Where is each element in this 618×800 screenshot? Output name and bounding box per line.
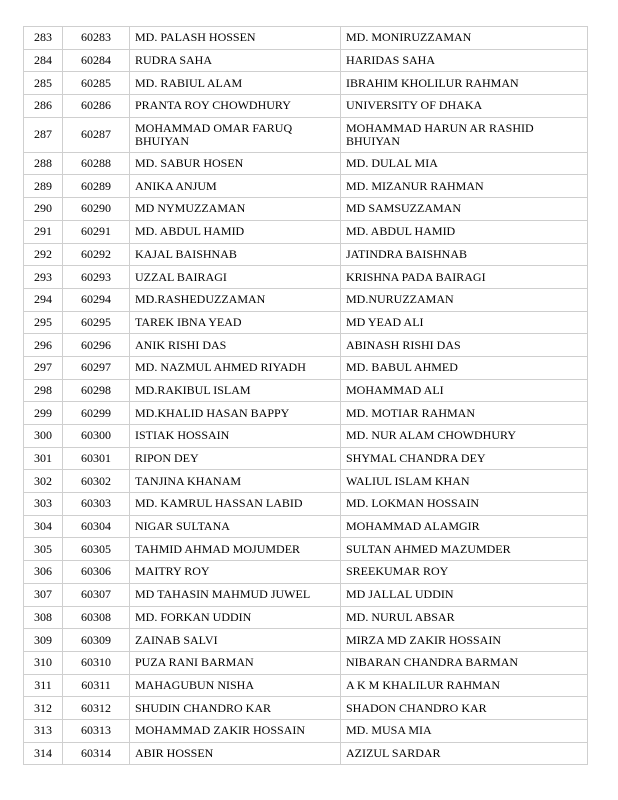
serial-cell: 290: [24, 198, 63, 221]
name-cell: PRANTA ROY CHOWDHURY: [130, 95, 341, 118]
serial-cell: 295: [24, 311, 63, 334]
roll-cell: 60283: [63, 27, 130, 50]
father-name-cell: IBRAHIM KHOLILUR RAHMAN: [341, 72, 588, 95]
serial-cell: 283: [24, 27, 63, 50]
table-row: [24, 72, 588, 95]
name-cell: RIPON DEY: [130, 447, 341, 470]
name-cell: MD NYMUZZAMAN: [130, 198, 341, 221]
table-row: [24, 27, 588, 50]
father-name-cell: AZIZUL SARDAR: [341, 742, 588, 765]
roll-cell: 60311: [63, 674, 130, 697]
serial-cell: 285: [24, 72, 63, 95]
table-row: [24, 470, 588, 493]
table-row: [24, 266, 588, 289]
serial-cell: 313: [24, 719, 63, 742]
name-cell: ABIR HOSSEN: [130, 742, 341, 765]
name-cell: MD. NAZMUL AHMED RIYADH: [130, 356, 341, 379]
father-name-cell: MIRZA MD ZAKIR HOSSAIN: [341, 629, 588, 652]
serial-cell: 303: [24, 493, 63, 516]
father-name-cell: MD YEAD ALI: [341, 311, 588, 334]
father-name-cell: SREEKUMAR ROY: [341, 561, 588, 584]
name-cell: MOHAMMAD ZAKIR HOSSAIN: [130, 719, 341, 742]
father-name-cell: MOHAMMAD ALAMGIR: [341, 515, 588, 538]
roll-cell: 60308: [63, 606, 130, 629]
father-name-cell: HARIDAS SAHA: [341, 49, 588, 72]
table-row: [24, 697, 588, 720]
father-name-cell: NIBARAN CHANDRA BARMAN: [341, 651, 588, 674]
roll-cell: 60302: [63, 470, 130, 493]
name-cell: MD. ABDUL HAMID: [130, 220, 341, 243]
name-cell: NIGAR SULTANA: [130, 515, 341, 538]
father-name-cell: SHYMAL CHANDRA DEY: [341, 447, 588, 470]
roll-cell: 60304: [63, 515, 130, 538]
table-row: [24, 243, 588, 266]
table-row: [24, 742, 588, 765]
name-cell: MD.RAKIBUL ISLAM: [130, 379, 341, 402]
roll-cell: 60292: [63, 243, 130, 266]
table-row: [24, 334, 588, 357]
name-cell: MD. RABIUL ALAM: [130, 72, 341, 95]
roll-cell: 60295: [63, 311, 130, 334]
table-row: [24, 606, 588, 629]
roll-cell: 60307: [63, 583, 130, 606]
roll-cell: 60309: [63, 629, 130, 652]
father-name-cell: MD. MIZANUR RAHMAN: [341, 175, 588, 198]
serial-cell: 289: [24, 175, 63, 198]
table-row: [24, 651, 588, 674]
father-name-cell: MD. NUR ALAM CHOWDHURY: [341, 425, 588, 448]
table-row: [24, 49, 588, 72]
table-row: [24, 674, 588, 697]
name-cell: MD. FORKAN UDDIN: [130, 606, 341, 629]
serial-cell: 301: [24, 447, 63, 470]
student-list-table: [23, 26, 588, 765]
father-name-cell: MD. ABDUL HAMID: [341, 220, 588, 243]
name-cell: MD. SABUR HOSEN: [130, 152, 341, 175]
table-row: [24, 515, 588, 538]
table-row: [24, 288, 588, 311]
roll-cell: 60313: [63, 719, 130, 742]
father-name-cell: SULTAN AHMED MAZUMDER: [341, 538, 588, 561]
table-row: [24, 561, 588, 584]
father-name-cell: MD SAMSUZZAMAN: [341, 198, 588, 221]
table-row: [24, 356, 588, 379]
table-row: [24, 719, 588, 742]
name-cell: ISTIAK HOSSAIN: [130, 425, 341, 448]
name-cell: MAHAGUBUN NISHA: [130, 674, 341, 697]
serial-cell: 300: [24, 425, 63, 448]
serial-cell: 309: [24, 629, 63, 652]
serial-cell: 308: [24, 606, 63, 629]
name-cell: MD TAHASIN MAHMUD JUWEL: [130, 583, 341, 606]
father-name-cell: MD. NURUL ABSAR: [341, 606, 588, 629]
roll-cell: 60293: [63, 266, 130, 289]
serial-cell: 287: [24, 117, 63, 152]
roll-cell: 60306: [63, 561, 130, 584]
roll-cell: 60300: [63, 425, 130, 448]
table-row: [24, 175, 588, 198]
serial-cell: 284: [24, 49, 63, 72]
roll-cell: 60285: [63, 72, 130, 95]
father-name-cell: MOHAMMAD ALI: [341, 379, 588, 402]
serial-cell: 296: [24, 334, 63, 357]
serial-cell: 291: [24, 220, 63, 243]
name-cell: PUZA RANI BARMAN: [130, 651, 341, 674]
student-list-body: [24, 27, 588, 765]
father-name-cell: MD. BABUL AHMED: [341, 356, 588, 379]
serial-cell: 294: [24, 288, 63, 311]
roll-cell: 60286: [63, 95, 130, 118]
father-name-cell: KRISHNA PADA BAIRAGI: [341, 266, 588, 289]
name-cell: ANIKA ANJUM: [130, 175, 341, 198]
serial-cell: 311: [24, 674, 63, 697]
roll-cell: 60288: [63, 152, 130, 175]
serial-cell: 298: [24, 379, 63, 402]
father-name-cell: JATINDRA BAISHNAB: [341, 243, 588, 266]
name-cell: SHUDIN CHANDRO KAR: [130, 697, 341, 720]
roll-cell: 60305: [63, 538, 130, 561]
father-name-cell: ABINASH RISHI DAS: [341, 334, 588, 357]
roll-cell: 60296: [63, 334, 130, 357]
name-cell: MAITRY ROY: [130, 561, 341, 584]
table-row: [24, 95, 588, 118]
table-row: [24, 425, 588, 448]
table-row: [24, 220, 588, 243]
name-cell: TANJINA KHANAM: [130, 470, 341, 493]
roll-cell: 60298: [63, 379, 130, 402]
serial-cell: 310: [24, 651, 63, 674]
name-cell: TAHMID AHMAD MOJUMDER: [130, 538, 341, 561]
father-name-cell: A K M KHALILUR RAHMAN: [341, 674, 588, 697]
name-cell: MD. PALASH HOSSEN: [130, 27, 341, 50]
name-cell: MD. KAMRUL HASSAN LABID: [130, 493, 341, 516]
roll-cell: 60291: [63, 220, 130, 243]
roll-cell: 60289: [63, 175, 130, 198]
serial-cell: 304: [24, 515, 63, 538]
serial-cell: 293: [24, 266, 63, 289]
table-row: [24, 117, 588, 152]
roll-cell: 60294: [63, 288, 130, 311]
roll-cell: 60312: [63, 697, 130, 720]
father-name-cell: MOHAMMAD HARUN AR RASHID BHUIYAN: [341, 117, 588, 152]
table-row: [24, 402, 588, 425]
name-cell: MD.RASHEDUZZAMAN: [130, 288, 341, 311]
serial-cell: 286: [24, 95, 63, 118]
table-row: [24, 493, 588, 516]
roll-cell: 60284: [63, 49, 130, 72]
table-row: [24, 152, 588, 175]
serial-cell: 307: [24, 583, 63, 606]
father-name-cell: MD.NURUZZAMAN: [341, 288, 588, 311]
table-row: [24, 538, 588, 561]
serial-cell: 292: [24, 243, 63, 266]
name-cell: TAREK IBNA YEAD: [130, 311, 341, 334]
roll-cell: 60287: [63, 117, 130, 152]
name-cell: ZAINAB SALVI: [130, 629, 341, 652]
roll-cell: 60299: [63, 402, 130, 425]
father-name-cell: UNIVERSITY OF DHAKA: [341, 95, 588, 118]
name-cell: KAJAL BAISHNAB: [130, 243, 341, 266]
father-name-cell: MD. DULAL MIA: [341, 152, 588, 175]
table-row: [24, 198, 588, 221]
name-cell: MD.KHALID HASAN BAPPY: [130, 402, 341, 425]
roll-cell: 60310: [63, 651, 130, 674]
name-cell: RUDRA SAHA: [130, 49, 341, 72]
father-name-cell: MD. MUSA MIA: [341, 719, 588, 742]
roll-cell: 60303: [63, 493, 130, 516]
father-name-cell: WALIUL ISLAM KHAN: [341, 470, 588, 493]
serial-cell: 288: [24, 152, 63, 175]
father-name-cell: MD. LOKMAN HOSSAIN: [341, 493, 588, 516]
father-name-cell: MD. MONIRUZZAMAN: [341, 27, 588, 50]
serial-cell: 297: [24, 356, 63, 379]
name-cell: MOHAMMAD OMAR FARUQ BHUIYAN: [130, 117, 341, 152]
father-name-cell: MD. MOTIAR RAHMAN: [341, 402, 588, 425]
table-row: [24, 311, 588, 334]
roll-cell: 60314: [63, 742, 130, 765]
serial-cell: 302: [24, 470, 63, 493]
name-cell: ANIK RISHI DAS: [130, 334, 341, 357]
father-name-cell: MD JALLAL UDDIN: [341, 583, 588, 606]
table-row: [24, 629, 588, 652]
serial-cell: 314: [24, 742, 63, 765]
name-cell: UZZAL BAIRAGI: [130, 266, 341, 289]
serial-cell: 312: [24, 697, 63, 720]
serial-cell: 306: [24, 561, 63, 584]
table-row: [24, 583, 588, 606]
father-name-cell: SHADON CHANDRO KAR: [341, 697, 588, 720]
serial-cell: 299: [24, 402, 63, 425]
table-row: [24, 447, 588, 470]
serial-cell: 305: [24, 538, 63, 561]
roll-cell: 60290: [63, 198, 130, 221]
roll-cell: 60301: [63, 447, 130, 470]
table-row: [24, 379, 588, 402]
roll-cell: 60297: [63, 356, 130, 379]
